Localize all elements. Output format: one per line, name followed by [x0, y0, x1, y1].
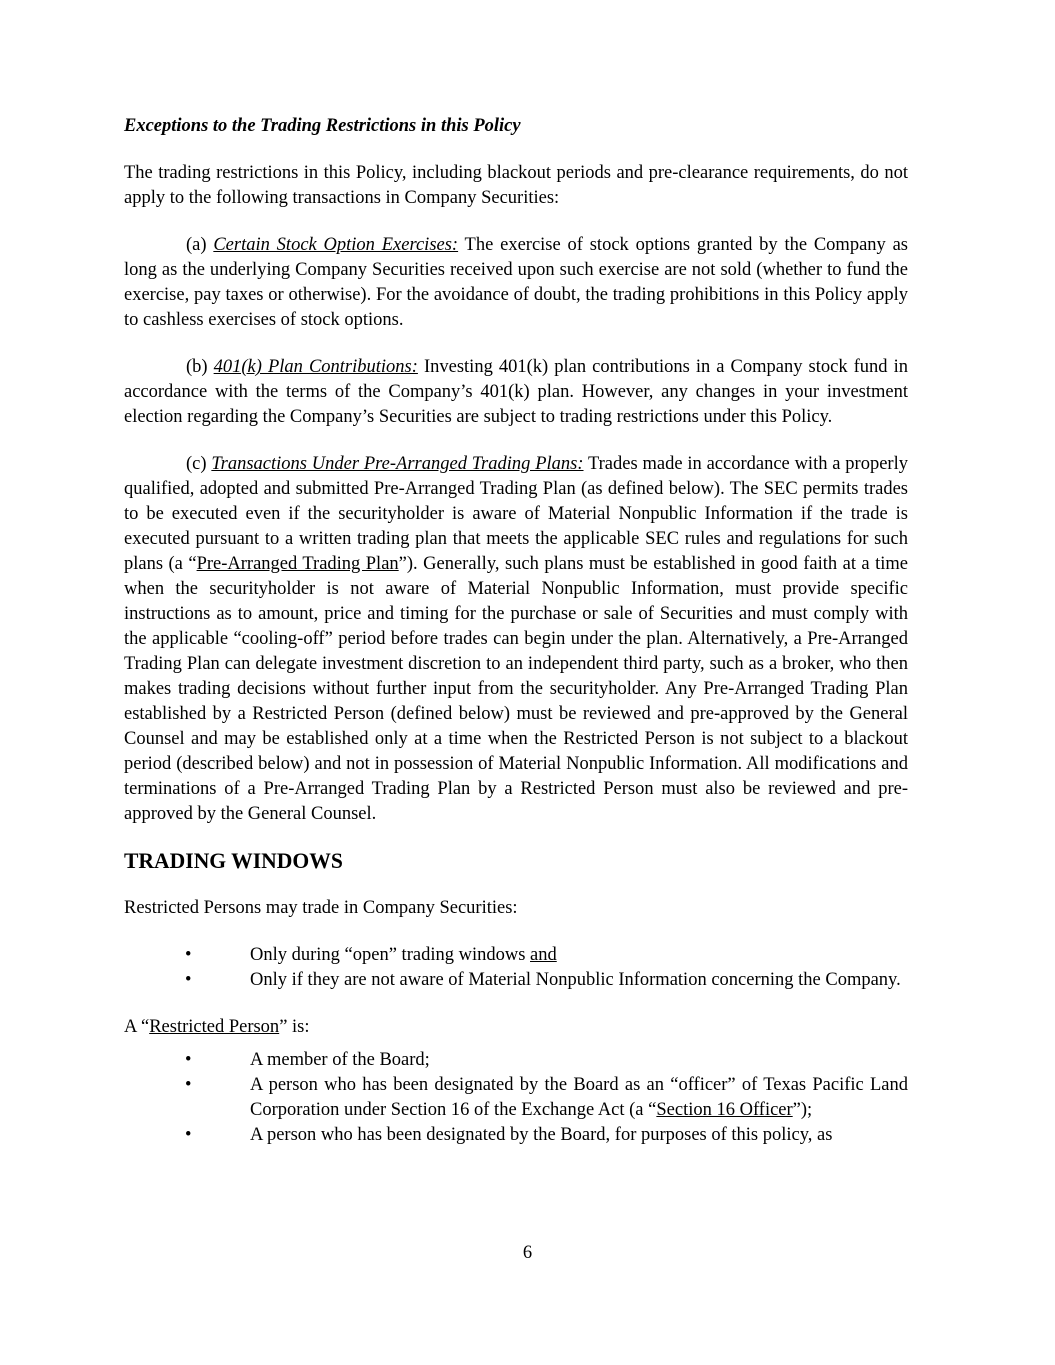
defined-term-restricted-person: Restricted Person [149, 1017, 280, 1037]
bullet-text [250, 943, 908, 968]
item-c-paragraph [124, 452, 908, 827]
list-item [124, 943, 908, 968]
bullet-icon: • [185, 970, 192, 990]
bullet-icon: • [185, 1050, 192, 1070]
bullet-text [250, 1073, 908, 1123]
restricted-person-lead-prefix: A “ [124, 1017, 150, 1037]
item-c-body-part2: ”). Generally, such plans must be established in good faith at a time when the securityholder is not aware of Material Nonpublic Information, must provide specific instructions as to amount, price and timing for the purchase or sale of Securities and must comply with the applicable “cooling-off” period before trades can begin under the plan. Alternatively, a Pre-Arranged Trading Plan can delegate investment discretion to an independent third party, such as a broker, who then makes trading decisions without further input from the securityholder. Any Pre-Arranged Trading Plan established by a Restricted Person (defined below) must be reviewed and pre-approved by the General Counsel and may be established only at a time when the Restricted Person is not subject to a blackout period (described below) and not in possession of Material Nonpublic Information. All modifications and terminations of a Pre-Arranged Trading Plan by a Restricted Person must also be reviewed and pre-approved by the General Counsel. [124, 554, 908, 824]
bullet-icon: • [185, 1075, 192, 1095]
bullet-1-underlined-and: and [530, 945, 557, 965]
intro-text: The trading restrictions in this Policy, including blackout periods and pre-clearance requirements, do not apply to the following transactions in Company Securities: [124, 163, 908, 208]
page-number: 6 [522, 1243, 533, 1263]
item-c-marker: (c) [186, 454, 212, 474]
trading-windows-heading: TRADING WINDOWS [124, 849, 343, 873]
item-a-body: The exercise of stock options granted by the Company as long as the underlying Company Securities received upon such exercise are not sold (whether to fund the exercise, pay taxes or otherwise). For the avoidance of doubt, the trading prohibitions in this Policy apply to cashless exercises of stock options. [124, 235, 908, 330]
bullet-icon: • [185, 945, 192, 965]
trading-windows-bullet-list [124, 943, 908, 993]
item-a-marker: (a) [186, 235, 214, 255]
item-b-body: Investing 401(k) plan contributions in a Company stock fund in accordance with the terms of the Company’s 401(k) plan. However, any changes in your investment election regarding the Company’s Securities are subject to trading restrictions under this Policy. [124, 357, 908, 427]
list-item [124, 1048, 908, 1073]
bullet-1-text: Only during “open” trading windows [250, 945, 531, 965]
restricted-person-lead-suffix: ” is: [279, 1017, 310, 1037]
rp-bullet-2-part2: ”); [792, 1100, 813, 1120]
section-heading: Exceptions to the Trading Restrictions in this Policy [124, 116, 521, 136]
rp-bullet-3-text: A person who has been designated by the Board, for purposes of this policy, as [250, 1125, 833, 1145]
defined-term-section-16-officer: Section 16 Officer [656, 1100, 793, 1120]
trading-windows-lead-text: Restricted Persons may trade in Company Securities: [124, 898, 518, 918]
rp-bullet-1-text: A member of the Board; [250, 1050, 430, 1070]
list-item [124, 1123, 908, 1148]
item-b-marker: (b) [186, 357, 214, 377]
bullet-icon: • [185, 1125, 192, 1145]
trading-windows-lead [124, 896, 908, 921]
list-item [124, 968, 908, 993]
item-c-title: Transactions Under Pre-Arranged Trading Plans: [211, 454, 584, 474]
restricted-person-lead [124, 1015, 908, 1040]
intro-paragraph [124, 161, 908, 211]
item-b-paragraph [124, 355, 908, 430]
item-a-title: Certain Stock Option Exercises: [213, 235, 459, 255]
item-a-paragraph [124, 233, 908, 333]
restricted-person-bullet-list [124, 1048, 908, 1148]
rp-bullet-2-part1: A person who has been designated by the Board as an “officer” of Texas Pacific Land Corporation under Section 16 of the Exchange Act (a “ [250, 1075, 908, 1120]
item-b-title: 401(k) Plan Contributions: [213, 357, 418, 377]
list-item [124, 1073, 908, 1123]
item-c-body-part1: Trades made in accordance with a properly qualified, adopted and submitted Pre-Arranged Trading Plan (as defined below). The SEC permits trades to be executed even if the securityholder is aware of Material Nonpublic Information if the trade is executed pursuant to a written trading plan that meets the applicable SEC rules and regulations for such plans (a “ [124, 454, 908, 574]
bullet-2-text: Only if they are not aware of Material Nonpublic Information concerning the Company. [250, 970, 901, 990]
defined-term-pre-arranged-trading-plan: Pre-Arranged Trading Plan [196, 554, 399, 574]
